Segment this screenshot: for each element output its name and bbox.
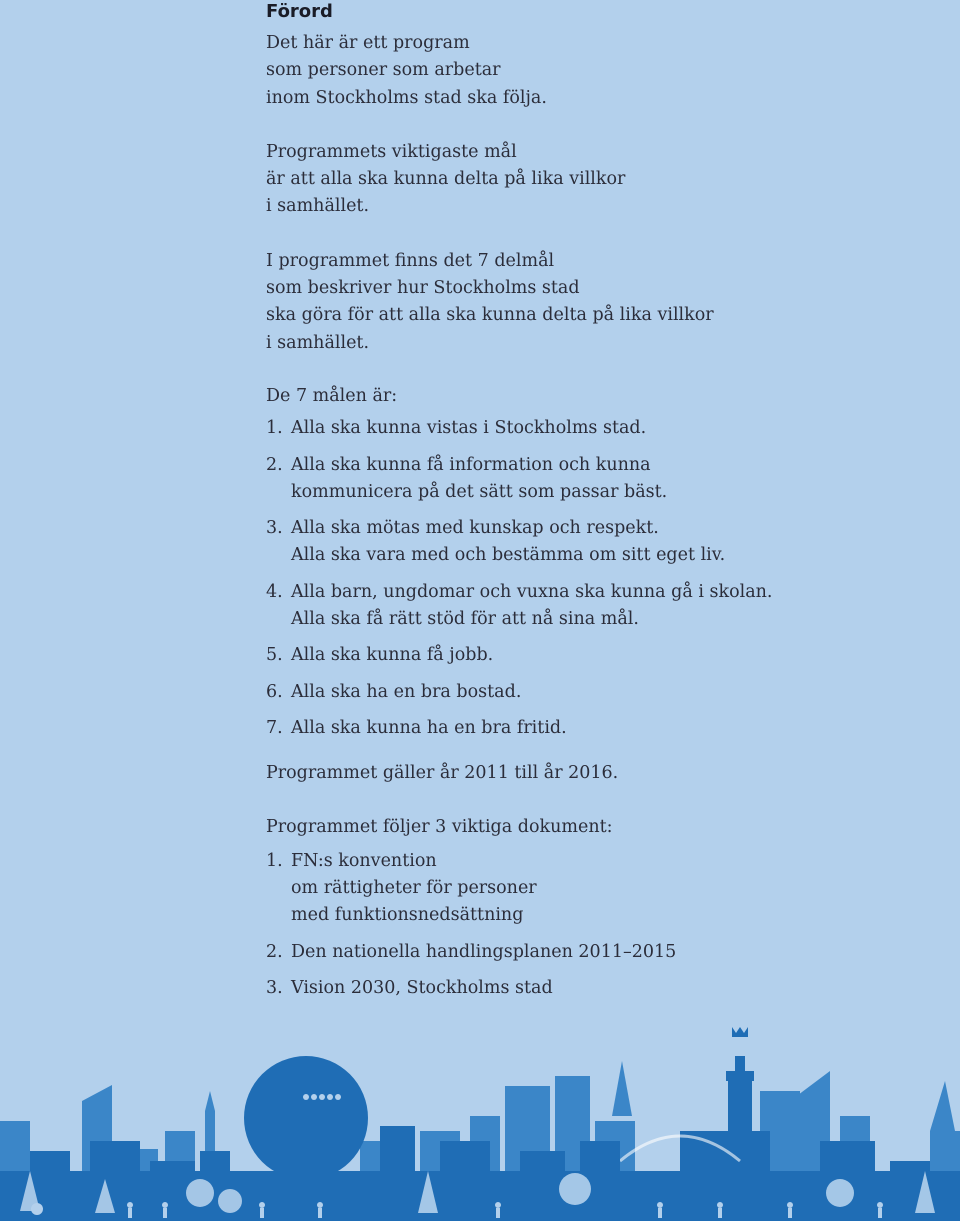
goal-item	[266, 579, 946, 634]
foreword-section	[266, 0, 946, 1011]
document-text: Den nationella handlingsplanen 2011–2015	[291, 941, 677, 962]
intro-paragraph-3	[266, 248, 946, 357]
page-title: Förord	[266, 1, 333, 22]
document-text: Vision 2030, Stockholms stad	[291, 978, 553, 999]
goal-item	[266, 642, 946, 669]
goal-item	[266, 679, 946, 706]
goal-text: Alla ska kunna få jobb.	[291, 645, 494, 666]
goal-number: 6.	[266, 681, 283, 702]
globe-arena	[244, 1056, 368, 1180]
text-line: som personer som arbetar	[266, 60, 501, 81]
document-item	[266, 848, 946, 930]
goal-number: 4.	[266, 581, 283, 602]
goal-text: Alla ska kunna ha en bra fritid.	[291, 717, 567, 738]
text-line: Det här är ett program	[266, 33, 470, 53]
goal-text: Alla ska kunna vistas i Stockholms stad.	[291, 418, 647, 439]
document-item	[266, 939, 946, 966]
text-line: I programmet finns det 7 delmål	[266, 250, 555, 271]
document-number: 1.	[266, 850, 283, 871]
text-line: i samhället.	[266, 196, 370, 217]
goal-item	[266, 715, 946, 742]
goal-text: Alla barn, ungdomar och vuxna ska kunna gå i skolan. Alla ska få rätt stöd för att nå sina mål.	[291, 581, 773, 630]
goal-text: Alla ska ha en bra bostad.	[291, 681, 522, 702]
goal-text: Alla ska kunna få information och kunna kommunicera på det sätt som passar bäst.	[291, 454, 668, 502]
city-skyline-illustration	[0, 1021, 960, 1221]
document-number: 3.	[266, 978, 283, 999]
goal-number: 5.	[266, 645, 283, 666]
document-number: 2.	[266, 941, 283, 962]
text-line: inom Stockholms stad ska följa.	[266, 87, 547, 108]
goals-heading: De 7 målen är:	[266, 385, 398, 406]
document-item	[266, 975, 946, 1002]
document-text: FN:s konvention om rättigheter för personer med funktionsnedsättning	[291, 850, 537, 926]
text-line: ska göra för att alla ska kunna delta på lika villkor	[266, 305, 714, 326]
documents-list	[266, 848, 946, 1002]
goal-number: 1.	[266, 418, 283, 439]
goal-number: 3.	[266, 518, 283, 539]
goal-item	[266, 515, 946, 570]
text-line: som beskriver hur Stockholms stad	[266, 278, 580, 299]
text-line: är att alla ska kunna delta på lika villkor	[266, 169, 626, 190]
validity-text: Programmet gäller år 2011 till år 2016.	[266, 763, 619, 784]
goals-list	[266, 415, 946, 742]
intro-paragraph-2	[266, 139, 946, 221]
goal-number: 7.	[266, 717, 283, 738]
goal-text: Alla ska mötas med kunskap och respekt. Alla ska vara med och bestämma om sitt eget liv.	[291, 518, 726, 566]
text-line: Programmets viktigaste mål	[266, 141, 517, 162]
intro-paragraph-1	[266, 30, 946, 112]
goal-item	[266, 452, 946, 507]
goal-number: 2.	[266, 454, 283, 475]
documents-heading: Programmet följer 3 viktiga dokument:	[266, 816, 613, 837]
text-line: i samhället.	[266, 332, 370, 353]
tower-crowns	[732, 1027, 748, 1037]
goal-item	[266, 415, 946, 442]
